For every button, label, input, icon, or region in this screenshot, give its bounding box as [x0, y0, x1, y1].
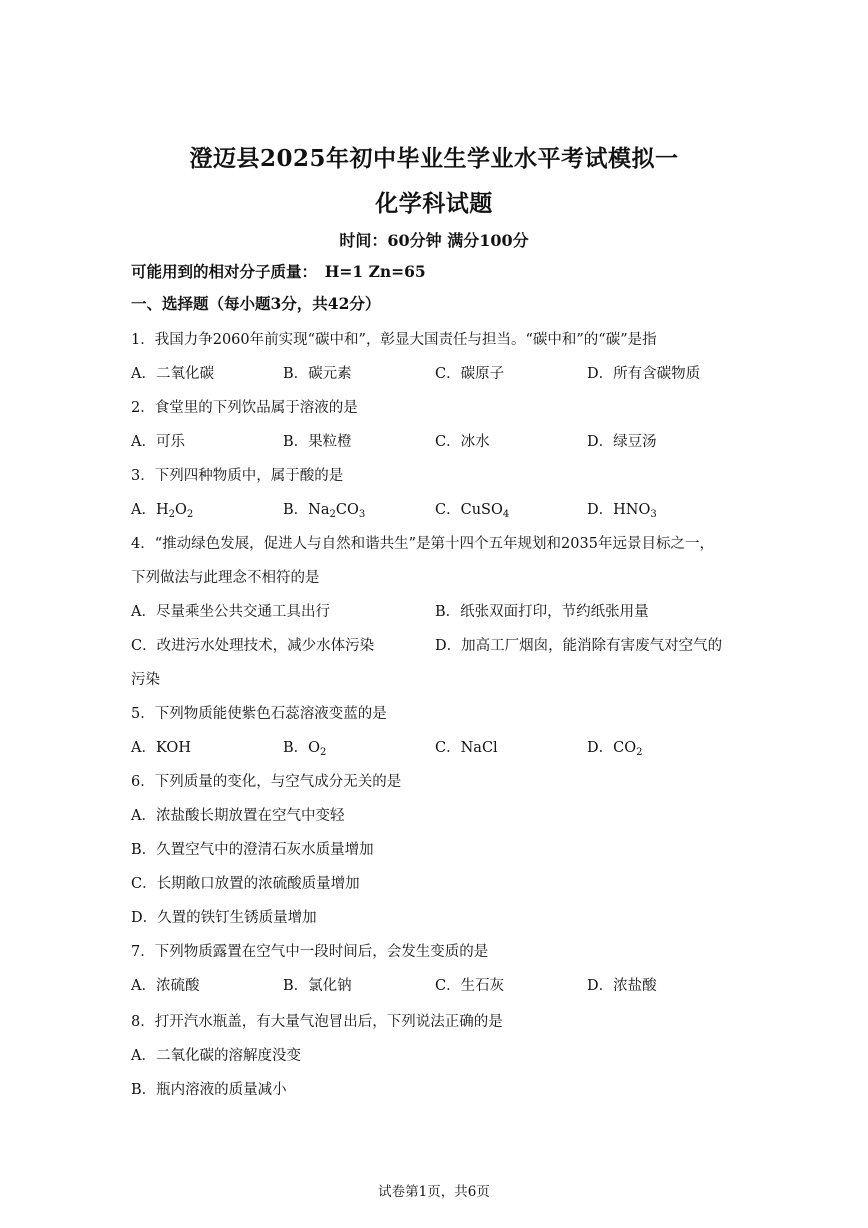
q4-option-c: C．改进污水处理技术，减少水体污染 — [131, 638, 375, 654]
atomic-mass-note: 可能用到的相对分子质量： H=1 Zn=65 — [131, 262, 426, 281]
q6-option-d: D．久置的铁钉生锈质量增加 — [131, 910, 317, 926]
q4-option-d: D．加高工厂烟囱，能消除有害废气对空气的 — [435, 638, 723, 654]
q4-option-a: A．尽量乘坐公共交通工具出行 — [131, 604, 330, 620]
q5-option-d — [587, 738, 643, 758]
q5-option-c-base: NaCl — [460, 740, 498, 756]
q2-option-d: D．绿豆汤 — [587, 434, 657, 450]
q5-option-a-base: KOH — [155, 740, 191, 756]
q3-option-a-prefix: A． — [131, 502, 156, 518]
q3-option-c-sub1: 4 — [502, 509, 510, 520]
q3-option-a-base: H — [155, 502, 169, 518]
time-info: 时间：60分钟 满分100分 — [339, 231, 529, 250]
q3-option-b — [283, 500, 365, 520]
q5-option-a-prefix: A． — [131, 740, 156, 756]
q5-option-d-prefix: D． — [587, 740, 614, 756]
question-5-stem: 5．下列物质能使紫色石蕊溶液变蓝的是 — [131, 706, 387, 722]
q4-option-d-cont: 污染 — [131, 672, 160, 688]
q5-option-b — [283, 738, 326, 758]
q3-option-d — [587, 500, 657, 520]
q7-option-c: C．生石灰 — [435, 978, 505, 994]
q7-option-b: B．氯化钠 — [283, 978, 352, 994]
question-4-stem: 4．“推动绿色发展，促进人与自然和谐共生”是第十四个五年规划和2035年远景目标之一， — [131, 536, 714, 552]
q3-option-b-mid: CO — [335, 502, 359, 518]
q3-option-c-prefix: C． — [435, 502, 461, 518]
q3-option-b-prefix: B． — [283, 502, 309, 518]
q5-option-c — [435, 738, 498, 758]
q7-option-a: A．浓硫酸 — [131, 978, 200, 994]
q1-option-b: B．碳元素 — [283, 366, 352, 382]
q3-option-b-sub2: 3 — [358, 509, 366, 520]
q7-option-d: D．浓盐酸 — [587, 978, 657, 994]
q3-option-d-sub1: 3 — [650, 509, 657, 520]
q1-option-a: A．二氧化碳 — [131, 366, 214, 382]
q3-option-a-mid: O — [175, 502, 187, 518]
question-8-stem: 8．打开汽水瓶盖，有大量气泡冒出后，下列说法正确的是 — [131, 1014, 503, 1030]
page-footer: 试卷第1页，共6页 — [378, 1184, 490, 1200]
q3-option-d-prefix: D． — [587, 502, 614, 518]
q6-option-a: A．浓盐酸长期放置在空气中变轻 — [131, 808, 345, 824]
q2-option-b: B．果粒橙 — [283, 434, 352, 450]
question-6-stem: 6．下列质量的变化，与空气成分无关的是 — [131, 774, 402, 790]
q8-option-a: A．二氧化碳的溶解度没变 — [131, 1048, 301, 1064]
q5-option-d-base: CO — [613, 740, 637, 756]
q5-option-a — [131, 738, 191, 758]
section-heading: 一、选择题（每小题3分，共42分） — [131, 294, 381, 313]
subject-title: 化学科试题 — [375, 190, 493, 217]
q2-option-c: C．冰水 — [435, 434, 490, 450]
exam-title: 澄迈县2025年初中毕业生学业水平考试模拟一 — [189, 145, 679, 172]
q5-option-c-prefix: C． — [435, 740, 461, 756]
q3-option-a-sub2: 2 — [186, 509, 194, 520]
q5-option-b-sub1: 2 — [320, 747, 327, 758]
question-4-stem-cont: 下列做法与此理念不相符的是 — [131, 570, 320, 586]
q3-option-b-sub1: 2 — [329, 509, 336, 520]
question-1-stem: 1．我国力争2060年前实现“碳中和”，彰显大国责任与担当。“碳中和”的“碳”是指 — [131, 332, 657, 348]
q6-option-b: B．久置空气中的澄清石灰水质量增加 — [131, 842, 374, 858]
q2-option-a: A．可乐 — [131, 434, 185, 450]
question-7-stem: 7．下列物质露置在空气中一段时间后，会发生变质的是 — [131, 944, 489, 960]
q5-option-d-sub1: 2 — [636, 747, 643, 758]
question-3-stem: 3．下列四种物质中，属于酸的是 — [131, 468, 344, 484]
q4-option-b: B．纸张双面打印，节约纸张用量 — [435, 604, 649, 620]
q3-option-a-sub1: 2 — [168, 509, 176, 520]
q3-option-d-base: HNO — [613, 502, 651, 518]
q3-option-c-base: CuSO — [460, 502, 503, 518]
q5-option-b-base: O — [308, 740, 321, 756]
q6-option-c: C．长期敞口放置的浓硫酸质量增加 — [131, 876, 360, 892]
question-2-stem: 2．食堂里的下列饮品属于溶液的是 — [131, 400, 358, 416]
q5-option-b-prefix: B． — [283, 740, 309, 756]
q1-option-c: C．碳原子 — [435, 366, 505, 382]
q8-option-b: B．瓶内溶液的质量减小 — [131, 1082, 287, 1098]
q1-option-d: D．所有含碳物质 — [587, 366, 701, 382]
q3-option-c — [435, 500, 509, 520]
q3-option-b-base: Na — [308, 502, 330, 518]
q3-option-a — [131, 500, 193, 520]
